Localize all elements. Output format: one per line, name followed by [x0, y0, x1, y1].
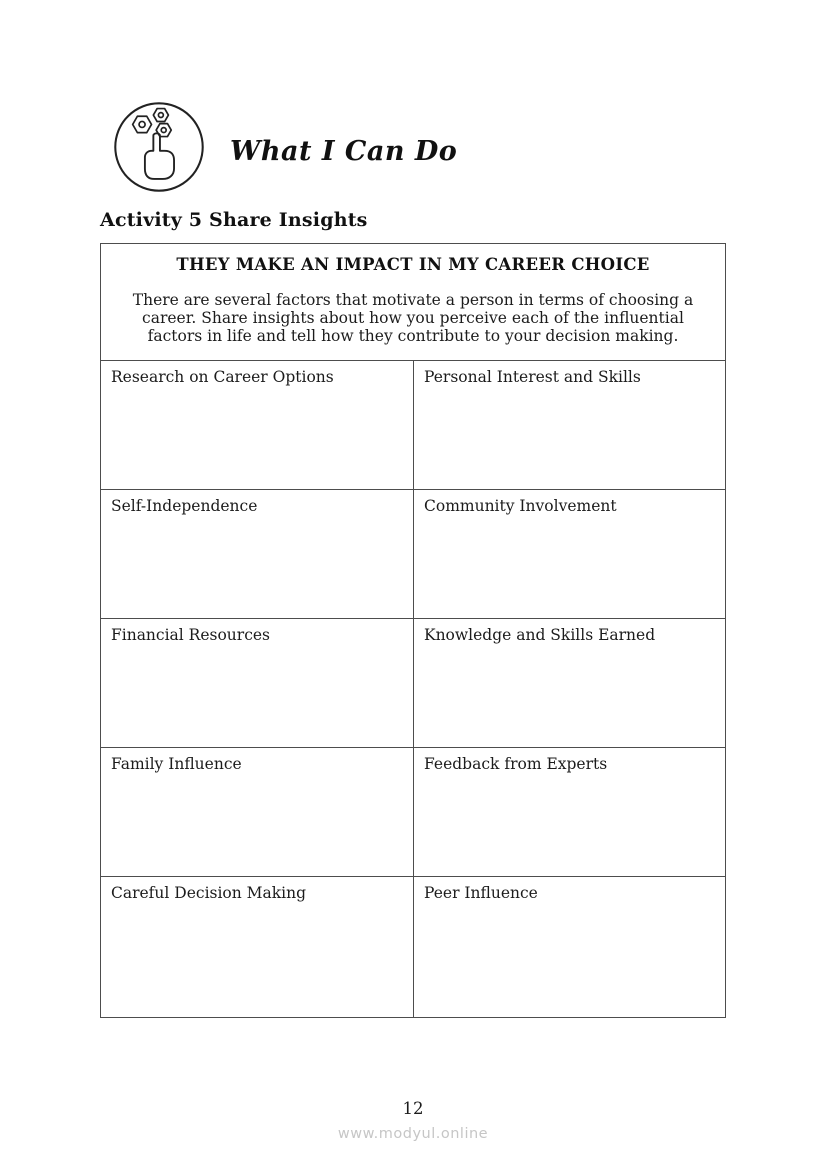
doc-header — [112, 100, 457, 194]
hand-gears-icon — [112, 100, 206, 194]
table-cell — [101, 877, 413, 1017]
table-cell — [101, 619, 413, 747]
website-url: www.modyul.online — [337, 1126, 489, 1142]
table-cell — [413, 490, 725, 618]
table-cell — [413, 619, 725, 747]
cell-label: Family Influence — [111, 755, 242, 774]
cell-label: Financial Resources — [111, 626, 271, 645]
insights-table — [100, 243, 726, 1018]
table-row — [101, 490, 725, 619]
activity-heading: Activity 5 Share Insights — [100, 209, 368, 231]
table-row — [101, 877, 725, 1017]
cell-label: Research on Career Options — [111, 368, 334, 387]
cell-label: Peer Influence — [424, 884, 538, 903]
table-header — [101, 244, 725, 361]
cell-label: Feedback from Experts — [424, 755, 608, 774]
table-cell — [101, 490, 413, 618]
table-cell — [101, 361, 413, 489]
section-title: What I Can Do — [230, 135, 458, 167]
cell-label: Community Involvement — [424, 497, 617, 516]
table-row — [101, 748, 725, 877]
table-title: THEY MAKE AN IMPACT IN MY CAREER CHOICE — [176, 255, 650, 274]
cell-label: Personal Interest and Skills — [424, 368, 641, 387]
table-cell — [413, 748, 725, 876]
cell-label: Knowledge and Skills Earned — [424, 626, 656, 645]
cell-label: Self-Independence — [111, 497, 258, 516]
table-row — [101, 619, 725, 748]
table-row — [101, 361, 725, 490]
table-instructions: There are several factors that motivate a person in terms of choosing a career. Share insights about how you perceive each of the influential factors in life and tell how they contribute to your decision making. — [132, 291, 694, 346]
page-number: 12 — [402, 1099, 424, 1118]
cell-label: Careful Decision Making — [111, 884, 307, 903]
table-cell — [413, 361, 725, 489]
table-cell — [101, 748, 413, 876]
table-cell — [413, 877, 725, 1017]
